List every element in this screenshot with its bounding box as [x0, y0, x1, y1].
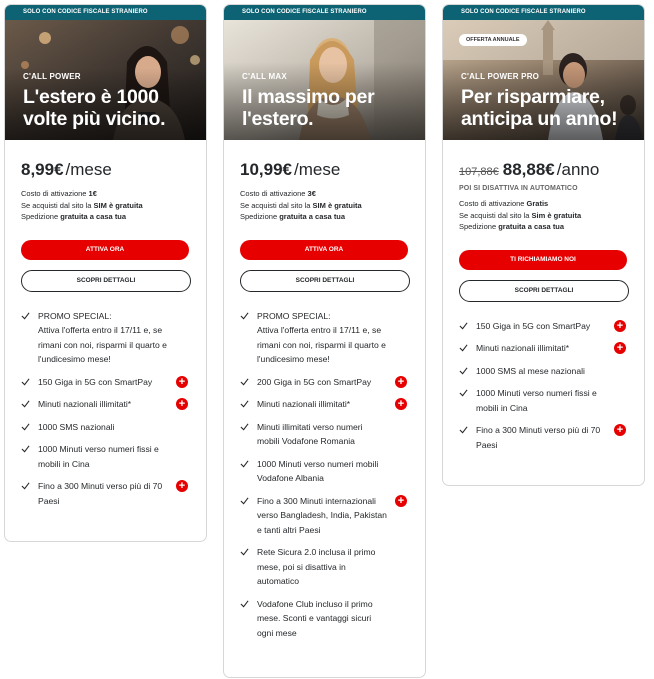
price-unit: /mese — [294, 160, 341, 179]
feature-text: 150 Giga in 5G con SmartPay — [476, 320, 591, 331]
headline-line-1: L'estero è 1000 — [23, 86, 159, 108]
old-price: 107,88€ — [459, 166, 499, 178]
check-icon — [21, 444, 30, 453]
plan-info — [21, 188, 188, 223]
check-icon — [459, 425, 468, 434]
plus-icon[interactable]: + — [395, 376, 407, 388]
plus-icon[interactable]: + — [395, 398, 407, 410]
feature-item — [21, 397, 188, 412]
sim-value: SIM è gratuita — [93, 200, 143, 210]
feature-item — [240, 545, 407, 589]
headline-line-1: Il massimo per — [242, 86, 375, 108]
feature-list — [459, 319, 626, 453]
check-icon — [21, 377, 30, 386]
feature-text: 150 Giga in 5G con SmartPay — [38, 376, 153, 387]
check-icon — [459, 321, 468, 330]
check-icon — [21, 481, 30, 490]
feature-item — [459, 386, 626, 415]
feature-text: Rete Sicura 2.0 inclusa il primo mese, poi si disattiva in automatico — [257, 547, 376, 586]
feature-text: Fino a 300 Minuti verso più di 70 Paesi — [38, 481, 163, 506]
check-icon — [240, 459, 249, 468]
feature-item — [459, 319, 626, 334]
feature-text: Minuti nazionali illimitati* — [257, 399, 351, 409]
headline-line-1: Per risparmiare, — [461, 86, 605, 108]
feature-text: 1000 Minuti verso numeri fissi e mobili in Cina — [476, 388, 597, 413]
check-icon — [240, 399, 249, 408]
offer-card-call-max — [223, 4, 426, 678]
price — [459, 160, 626, 180]
sim-label: Se acquisti dal sito la — [240, 200, 313, 210]
annual-offer-badge: OFFERTA ANNUALE — [459, 34, 527, 46]
feature-item — [459, 423, 626, 452]
plan-headline — [242, 86, 425, 130]
plus-icon[interactable]: + — [614, 320, 626, 332]
price-value: 88,88€ — [502, 160, 555, 179]
sim-value: Sim è gratuita — [531, 210, 582, 220]
plan-brand: C'ALL POWER PRO — [461, 72, 540, 81]
plan-info — [240, 188, 407, 223]
price-value: 8,99€ — [21, 160, 64, 179]
check-icon — [459, 388, 468, 397]
feature-text: 1000 Minuti verso numeri fissi e mobili in Cina — [38, 444, 159, 469]
card-topbar: SOLO CON CODICE FISCALE STRANIERO — [5, 5, 206, 20]
plus-icon[interactable]: + — [395, 495, 407, 507]
check-icon — [240, 311, 249, 320]
feature-list — [240, 309, 407, 641]
feature-item — [240, 494, 407, 538]
check-icon — [459, 343, 468, 352]
headline-line-2: volte più vicino. — [23, 108, 166, 130]
plus-icon[interactable]: + — [176, 398, 188, 410]
activation-label: Costo di attivazione — [21, 189, 89, 198]
check-icon — [240, 599, 249, 608]
check-icon — [21, 422, 30, 431]
plus-icon[interactable]: + — [176, 376, 188, 388]
feature-item — [240, 420, 407, 449]
feature-item — [21, 309, 188, 367]
activate-button[interactable]: ATTIVA ORA — [240, 240, 408, 260]
shipping-value: gratuita a casa tua — [60, 212, 127, 221]
details-button[interactable]: SCOPRI DETTAGLI — [240, 270, 410, 292]
feature-item — [21, 420, 188, 435]
plan-info — [459, 198, 626, 233]
plan-brand: C'ALL MAX — [242, 72, 287, 81]
feature-text: Attiva l'offerta entro il 17/11 e, se rimani con noi, risparmi il quarto e l'undicesimo mese! — [38, 325, 167, 364]
plus-icon[interactable]: + — [614, 342, 626, 354]
check-icon — [240, 496, 249, 505]
feature-text: Minuti nazionali illimitati* — [476, 343, 570, 353]
sim-label: Se acquisti dal sito la — [459, 210, 532, 220]
check-icon — [240, 422, 249, 431]
feature-text: 200 Giga in 5G con SmartPay — [257, 376, 372, 387]
feature-text: 1000 Minuti verso numeri mobili Vodafone Albania — [257, 458, 379, 483]
auto-deactivation-note: POI SI DISATTIVA IN AUTOMATICO — [459, 185, 578, 192]
feature-item — [240, 375, 407, 390]
plan-headline — [23, 86, 206, 130]
check-icon — [459, 366, 468, 375]
feature-item — [240, 597, 407, 641]
shipping-value: gratuita a casa tua — [498, 222, 565, 231]
plus-icon[interactable]: + — [176, 480, 188, 492]
shipping-label: Spedizione — [459, 222, 499, 231]
shipping-label: Spedizione — [21, 212, 61, 221]
feature-item — [240, 309, 407, 367]
activation-label: Costo di attivazione — [240, 189, 308, 198]
feature-list — [21, 309, 188, 509]
check-icon — [240, 547, 249, 556]
activation-value: 1€ — [88, 189, 97, 198]
details-button[interactable]: SCOPRI DETTAGLI — [459, 280, 629, 302]
feature-item — [459, 341, 626, 356]
feature-text: Fino a 300 Minuti internazionali verso Bangladesh, India, Pakistan e tanti altri Paesi — [257, 495, 387, 535]
activation-value: 3€ — [307, 189, 316, 198]
card-topbar: SOLO CON CODICE FISCALE STRANIERO — [224, 5, 425, 20]
plan-brand: C'ALL POWER — [23, 72, 81, 81]
shipping-label: Spedizione — [240, 212, 280, 221]
feature-item — [21, 375, 188, 390]
price — [21, 160, 188, 180]
sim-value: SIM è gratuita — [312, 200, 362, 210]
feature-text: 1000 SMS al mese nazionali — [476, 365, 585, 376]
feature-text: 1000 SMS nazionali — [38, 421, 115, 432]
feature-text: PROMO SPECIAL: — [38, 310, 112, 321]
headline-line-2: anticipa un anno! — [461, 108, 618, 130]
feature-text: Vodafone Club incluso il primo mese. Sconti e vantaggi sicuri ogni mese — [257, 598, 373, 638]
hero-image — [5, 20, 206, 140]
check-icon — [21, 311, 30, 320]
price-unit: /mese — [65, 160, 112, 179]
feature-item — [240, 457, 407, 486]
check-icon — [21, 399, 30, 408]
feature-item — [21, 442, 188, 471]
price-unit: /anno — [556, 160, 600, 179]
activation-label: Costo di attivazione — [459, 199, 527, 208]
price-value: 10,99€ — [240, 160, 292, 179]
price — [240, 160, 407, 180]
feature-text: Fino a 300 Minuti verso più di 70 Paesi — [476, 425, 601, 450]
headline-line-2: l'estero. — [242, 108, 314, 130]
feature-text: Attiva l'offerta entro il 17/11 e, se rimani con noi, risparmi il quarto e l'undicesimo mese! — [257, 325, 386, 364]
feature-item — [21, 479, 188, 508]
callback-button[interactable]: TI RICHIAMIAMO NOI — [459, 250, 627, 270]
card-topbar: SOLO CON CODICE FISCALE STRANIERO — [443, 5, 644, 20]
details-button[interactable]: SCOPRI DETTAGLI — [21, 270, 191, 292]
activation-value: Gratis — [526, 199, 549, 208]
plan-headline — [461, 86, 644, 130]
feature-text: Minuti nazionali illimitati* — [38, 399, 132, 409]
feature-item — [240, 397, 407, 412]
offer-card-call-power — [4, 4, 207, 542]
check-icon — [240, 377, 249, 386]
activate-button[interactable]: ATTIVA ORA — [21, 240, 189, 260]
feature-item — [459, 364, 626, 379]
sim-label: Se acquisti dal sito la — [21, 200, 94, 210]
feature-text: Minuti illimitati verso numeri mobili Vodafone Romania — [257, 421, 363, 446]
offer-card-call-power-pro — [442, 4, 645, 486]
hero-image — [224, 20, 425, 140]
hero-image — [443, 20, 644, 140]
feature-text: PROMO SPECIAL: — [257, 310, 331, 321]
shipping-value: gratuita a casa tua — [279, 212, 346, 221]
plus-icon[interactable]: + — [614, 424, 626, 436]
